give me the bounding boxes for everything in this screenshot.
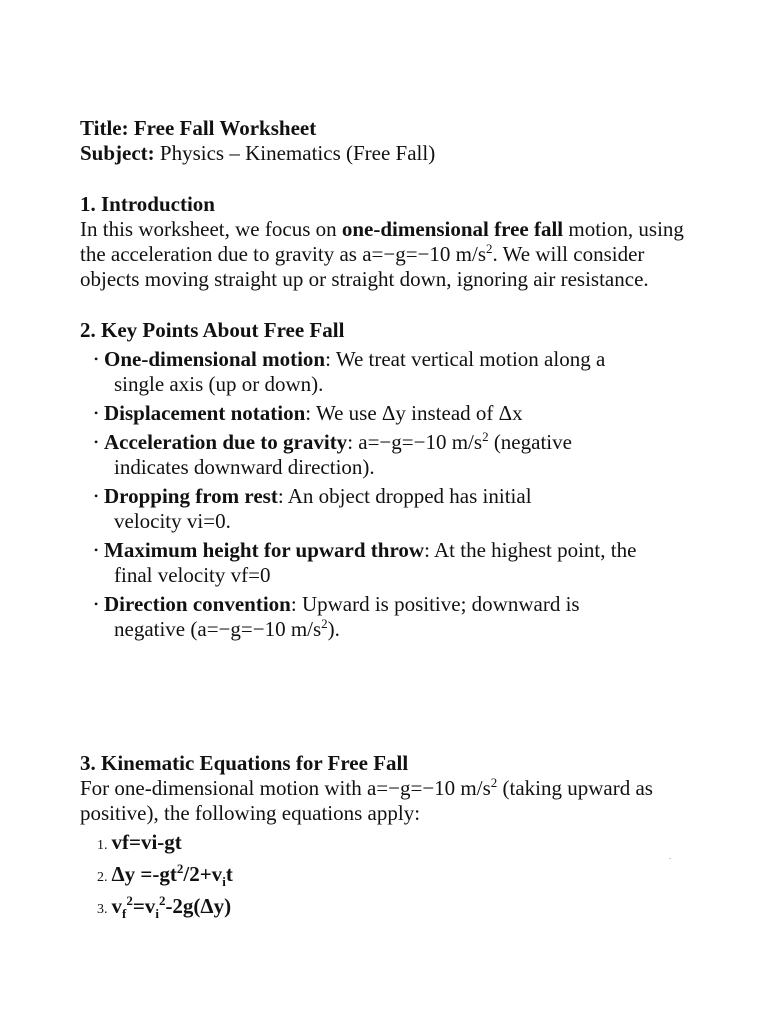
- equation-item: 3. $v_f^2=v_i^2-2g(\Delta y)$: [97, 893, 232, 922]
- list-item: • Maximum height for upward throw: At the highest point, the final velocity vf=0: [94, 538, 637, 587]
- bullet-icon: •: [94, 352, 99, 366]
- key-points-list: [80, 347, 690, 642]
- list-item: • Acceleration due to gravity: a=−g=−10 $m/s^2$ (negative indicates downward direction).: [94, 429, 572, 479]
- section-heading-introduction: 1. Introduction: [80, 192, 215, 216]
- section-heading-key-points: 2. Key Points About Free Fall: [80, 318, 345, 342]
- bullet-icon: •: [94, 489, 99, 503]
- section-heading-equations: 3. Kinematic Equations for Free Fall: [80, 751, 409, 775]
- equations-intro-paragraph: For one-dimensional motion with a=−g=−10 $m/s^2$ (taking upward as positive), the following equations apply:: [80, 775, 653, 825]
- scan-speck: [669, 858, 671, 859]
- equation-item: 2. $\Delta y =-gt^2/2+v_it$: [97, 861, 233, 890]
- subject-value: Physics – Kinematics (Free Fall): [159, 141, 436, 165]
- title-line: [80, 116, 690, 141]
- equations-list: [80, 830, 690, 922]
- worksheet-title: Free Fall Worksheet: [133, 116, 317, 140]
- list-item: • One-dimensional motion: We treat vertical motion along a single axis (up or down).: [94, 347, 606, 396]
- list-item: • Displacement notation: We use Δy instead of Δx: [94, 401, 523, 425]
- bullet-icon: •: [94, 543, 99, 557]
- equation-item: 1. vf=vi-gt: [97, 830, 182, 854]
- worksheet-page: [80, 116, 690, 926]
- bullet-icon: •: [94, 597, 99, 611]
- list-item: • Dropping from rest: An object dropped has initial velocity vi=0.: [94, 484, 532, 533]
- bullet-icon: •: [94, 406, 99, 420]
- bullet-icon: •: [94, 435, 99, 449]
- subject-label: Subject:: [80, 141, 155, 165]
- introduction-paragraph: In this worksheet, we focus on one-dimensional free fall motion, using the acceleration due to gravity as a=−g=−10 $m/s^2$. We will consider objects moving straight up or straight down, ignoring air resistance.: [80, 217, 684, 291]
- subject-line: [80, 141, 690, 166]
- title-label: Title:: [80, 116, 129, 140]
- list-item: • Direction convention: Upward is positive; downward is negative (a=−g=−10 $m/s^2$).: [94, 592, 580, 641]
